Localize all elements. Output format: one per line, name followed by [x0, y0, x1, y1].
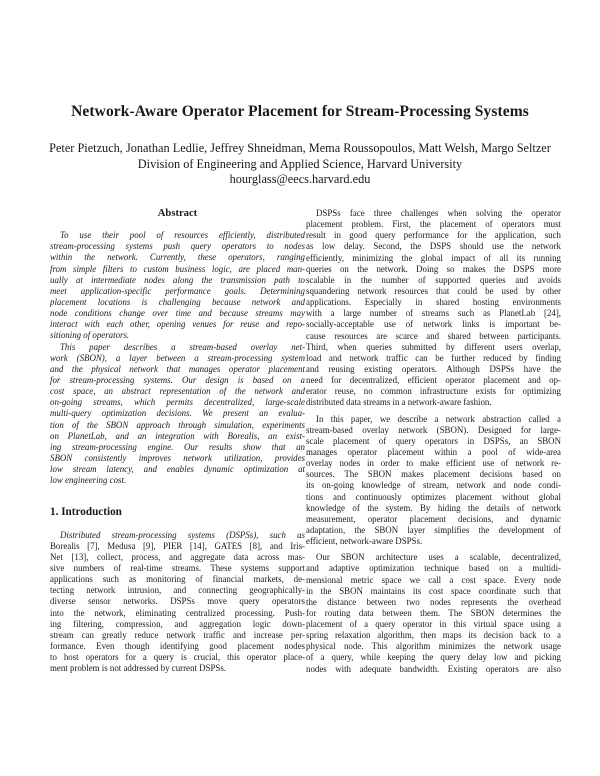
text-line: ing filtering, compression, and aggregation logic down-: [50, 618, 305, 629]
text-line: for stream-processing systems. Our design is based on a: [50, 374, 305, 385]
text-line: measurement, operator placement decisions, and dynamic: [306, 513, 561, 524]
text-line: ing stream-processing engine. Our results show that an: [50, 441, 305, 452]
text-line: Borealis [7], Medusa [9], PIER [14], GATES [8], and Iris-: [50, 540, 305, 551]
right-column: [306, 208, 561, 675]
text-line: adaptation, the SBON layer simplifies the development of: [306, 524, 561, 535]
author-affiliation: Division of Engineering and Applied Science, Harvard University: [137, 156, 463, 171]
text-line: ually at intermediate nodes along the transmission path to: [50, 274, 305, 285]
text-line: its on-going knowledge of stream, network and node condi-: [306, 480, 561, 491]
intro-heading: 1. Introduction: [50, 506, 122, 519]
text-line: result in good query performance for the application, such: [306, 230, 561, 241]
text-line: Our SBON architecture uses a scalable, decentralized,: [316, 552, 561, 563]
text-line: of a query, while keeping the query delay low and picking: [306, 652, 561, 663]
text-line: interact with each other, opening venues for reuse and repo-: [50, 319, 305, 330]
text-line: and adaptive optimization technique based on a multidi-: [306, 563, 561, 574]
text-line: tecting network intrusion, and connecting geographically-: [50, 585, 305, 596]
intro-paragraph-1: [50, 530, 305, 675]
text-line: sources. The SBON makes placement decisions based on: [306, 469, 561, 480]
text-line: work (SBON), a layer between a stream-processing system: [50, 352, 305, 363]
text-line: Net [13], collect, process, and aggregate data across mas-: [50, 551, 305, 562]
paper-title: Network-Aware Operator Placement for Stream-Processing Systems: [71, 103, 529, 120]
author-names: Peter Pietzuch, Jonathan Ledlie, Jeffrey Shneidman, Mema Roussopoulos, Matt Welsh, Margo Seltzer: [49, 141, 551, 155]
text-line: low engineering cost.: [50, 475, 127, 486]
text-line: DSPSs face three challenges when solving the operator: [316, 208, 561, 218]
text-line: multi-query optimization decisions. We present an evalua-: [50, 408, 305, 419]
text-line: mensional metric space we call a cost space. Every node: [306, 574, 561, 585]
text-line: squandering network resources that could be used by other: [306, 285, 561, 296]
author-email: hourglass@eecs.harvard.edu: [229, 172, 371, 187]
text-line: diverse sensor networks. DSPSs move query operators: [50, 596, 305, 607]
text-line: queries on the network. Doing so makes the DSPS more: [306, 263, 561, 274]
text-line: distributed data streams in a network-aware fashion.: [306, 397, 492, 408]
left-column: [50, 208, 305, 674]
text-line: This paper describes a stream-based overlay net-: [60, 341, 305, 352]
text-line: tions and continuously optimizes placement without global: [306, 491, 561, 502]
right-paragraph-3: [306, 552, 561, 675]
text-line: to host operators for a query is crucial, this operator place-: [50, 652, 305, 663]
abstract-paragraph-2: [50, 342, 305, 487]
text-line: spring relaxation algorithm, then maps its decision back to a: [306, 630, 561, 641]
text-line: efficiently, minimizing the global impact of all its running: [306, 252, 561, 263]
text-line: and reusing existing operators. Although DSPSs have the: [306, 363, 561, 374]
text-line: and the physical network that manages operator placement: [50, 363, 305, 374]
text-line: erator reuse, no common infrastructure exists for optimizing: [306, 386, 561, 397]
text-line: meet application-specific performance goals. Determining: [50, 285, 305, 296]
text-line: In this paper, we describe a network abstraction called a: [316, 413, 561, 424]
text-line: on PlanetLab, and an integration with Borealis, an exist-: [50, 430, 305, 441]
text-line: cost space, an abstract representation of the network and: [50, 386, 305, 397]
text-line: on-going streams, which permits decentralized, large-scale: [50, 397, 305, 408]
text-line: cause resources are scarce and shared between participants.: [306, 330, 561, 341]
text-line: Third, when queries submitted by different users overlap,: [306, 341, 561, 352]
text-line: load and network traffic can be further reduced by finding: [306, 352, 561, 363]
text-line: the distance between two nodes represents the overhead: [306, 596, 561, 607]
text-line: need for decentralized, efficient operator placement and op-: [306, 375, 561, 386]
abstract-paragraph-1: [50, 230, 305, 341]
text-line: stream can greatly reduce network traffic and increase per-: [50, 629, 305, 640]
text-line: stream-processing systems push query operators to nodes: [50, 241, 305, 252]
text-line: manages operator placement within a pool of wide-area: [306, 446, 561, 457]
text-line: formance. Even though identifying good placement nodes: [50, 640, 305, 651]
text-line: into the network, eliminating centralized processing. Push-: [50, 607, 305, 618]
text-line: sitioning of operators.: [50, 330, 130, 341]
text-line: for routing data between them. The SBON determines the: [306, 607, 561, 618]
text-line: Distributed stream-processing systems (DSPSs), such as: [60, 529, 305, 540]
text-line: ment problem is not addressed by current DSPSs.: [50, 663, 227, 674]
text-line: efficient, network-aware DSPSs.: [306, 536, 423, 547]
text-line: stream-based overlay network (SBON). Designed for large-: [306, 424, 561, 435]
right-paragraph-2: [306, 414, 561, 548]
text-line: placement of a query operator in this virtual space using a: [306, 619, 561, 630]
text-line: sive numbers of real-time streams. These systems support: [50, 562, 305, 573]
text-line: from simple filters to custom business logic, are placed man-: [50, 263, 305, 274]
text-line: knowledge of the system. By hiding the details of network: [306, 502, 561, 513]
right-paragraph-1: [306, 208, 561, 409]
text-line: SBON consistently improves network utilization, provides: [50, 452, 305, 463]
text-line: To use their pool of resources efficiently, distributed: [60, 230, 305, 241]
text-line: placement problem. First, the placement of operators must: [306, 219, 561, 230]
text-line: in the SBON maintains its cost space coordinate such that: [306, 585, 561, 596]
text-line: low stream latency, and enables dynamic optimization at: [50, 464, 305, 475]
text-line: applications. Especially in shared hosting environments: [306, 297, 561, 308]
text-line: scalable in the number of supported queries and avoids: [306, 274, 561, 285]
text-line: with a large number of streams such as PlanetLab [24],: [306, 308, 561, 319]
text-line: tion of the SBON approach through simulation, experiments: [50, 419, 305, 430]
text-line: physical node. This algorithm minimizes the network usage: [306, 641, 561, 652]
text-line: scale placement of query operators in DSPSs, an SBON: [306, 435, 561, 446]
text-line: applications such as monitoring of financial markets, de-: [50, 574, 305, 585]
text-line: nodes with adequate bandwidth. Existing operators are also: [306, 663, 561, 674]
abstract-heading: Abstract: [157, 208, 198, 219]
text-line: socially-acceptable use of network links is important be-: [306, 319, 561, 330]
author-block: [0, 141, 600, 188]
text-line: node conditions change over time and because streams may: [50, 308, 305, 319]
text-line: within the network. Currently, these operators, ranging: [50, 252, 305, 263]
text-line: placement locations is challenging because network and: [50, 297, 305, 307]
text-line: overlay nodes in order to make efficient use of network re-: [306, 458, 561, 469]
text-line: as low delay. Second, the DSPS should use the network: [306, 241, 561, 252]
